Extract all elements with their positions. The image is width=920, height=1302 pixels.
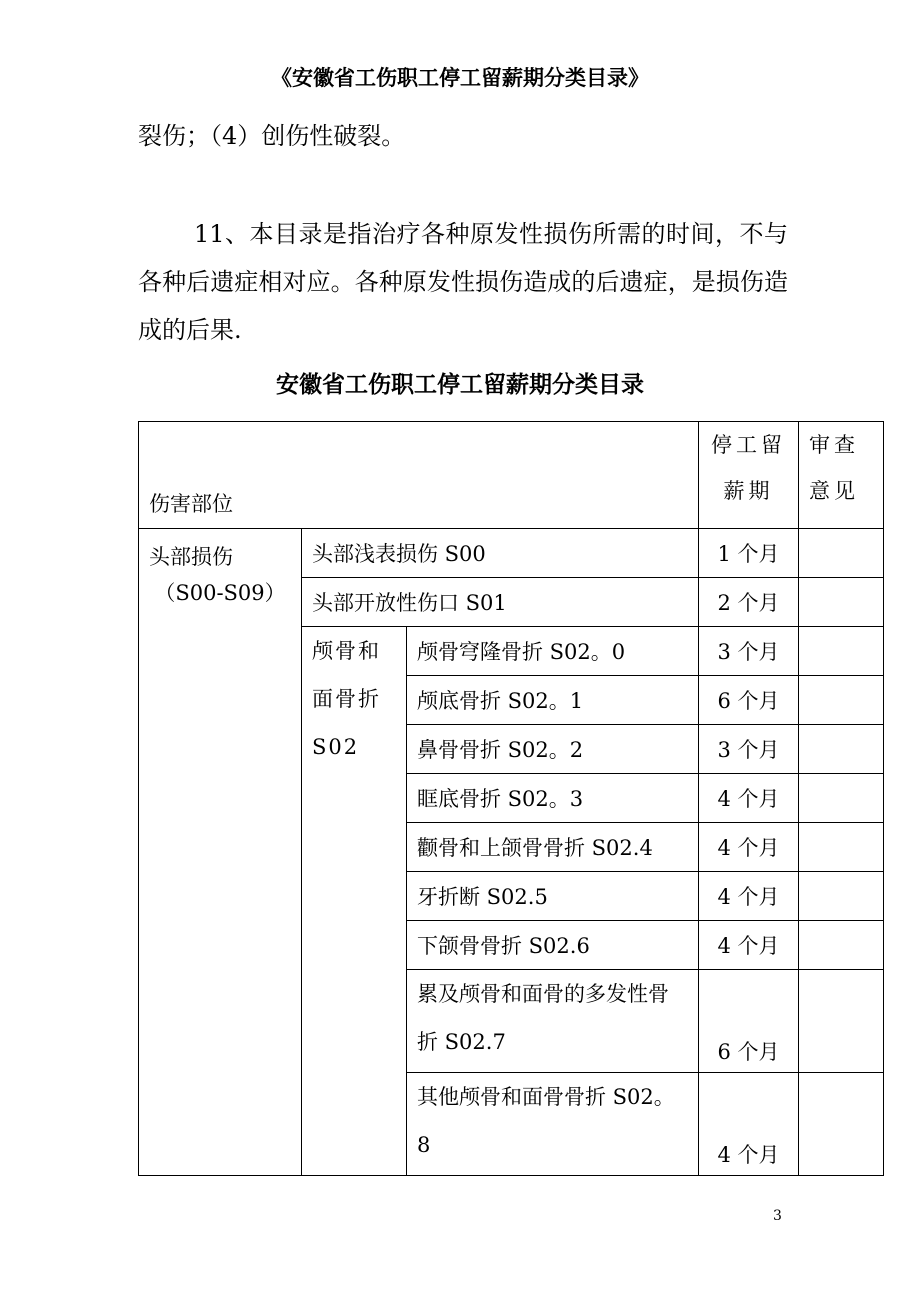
injury-name: 鼻骨骨折 S02。2 (407, 725, 699, 774)
table-title: 安徽省工伤职工停工留薪期分类目录 (276, 372, 644, 398)
injury-name: 头部开放性伤口 S01 (302, 578, 699, 627)
review-cell (799, 676, 884, 725)
leave-period: 2 个月 (699, 578, 799, 627)
leave-period: 6 个月 (699, 676, 799, 725)
injury-name: 颧骨和上颌骨骨折 S02.4 (407, 823, 699, 872)
leave-period: 3 个月 (699, 627, 799, 676)
running-header: 《安徽省工伤职工停工留薪期分类目录》 (271, 66, 649, 90)
leave-period: 4 个月 (699, 823, 799, 872)
site-cell-head (139, 529, 302, 1176)
injury-name: 颅底骨折 S02。1 (407, 676, 699, 725)
header-review-opinion: 审查意见 (799, 422, 884, 529)
review-cell (799, 823, 884, 872)
injury-name: 眶底骨折 S02。3 (407, 774, 699, 823)
site-code-range: （S00-S09） (154, 581, 286, 605)
leave-period: 6 个月 (699, 970, 799, 1073)
injury-name: 头部浅表损伤 S00 (302, 529, 699, 578)
site-label: 头部损伤 (149, 545, 233, 569)
header-leave-period: 停工留薪期 (699, 422, 799, 529)
leave-period: 4 个月 (699, 774, 799, 823)
review-cell (799, 725, 884, 774)
review-cell (799, 529, 884, 578)
leave-period: 4 个月 (699, 921, 799, 970)
page-number: 3 (773, 1208, 782, 1224)
table-header-row (139, 422, 884, 529)
injury-name: 牙折断 S02.5 (407, 872, 699, 921)
leave-period: 1 个月 (699, 529, 799, 578)
review-cell (799, 1073, 884, 1176)
review-cell (799, 627, 884, 676)
header-injury-site: 伤害部位 (139, 422, 699, 529)
paragraph-continuation: 裂伤；（4）创伤性破裂。 (138, 122, 406, 150)
group-skull-face-fracture: 颅骨和面骨折 S02 (302, 627, 407, 1176)
paragraph-note-11: 11、本目录是指治疗各种原发性损伤所需的时间，不与各种后遗症相对应。各种原发性损伤造成的后遗症，是损伤造成的后果. (138, 220, 788, 344)
injury-name: 下颌骨骨折 S02.6 (407, 921, 699, 970)
table-row (139, 529, 884, 578)
review-cell (799, 970, 884, 1073)
review-cell (799, 774, 884, 823)
injury-name: 颅骨穹隆骨折 S02。0 (407, 627, 699, 676)
review-cell (799, 578, 884, 627)
leave-period: 3 个月 (699, 725, 799, 774)
injury-catalog-table (138, 421, 884, 1176)
injury-name: 其他颅骨和面骨骨折 S02。8 (407, 1073, 699, 1176)
leave-period: 4 个月 (699, 1073, 799, 1176)
review-cell (799, 872, 884, 921)
injury-name: 累及颅骨和面骨的多发性骨折 S02.7 (407, 970, 699, 1073)
review-cell (799, 921, 884, 970)
leave-period: 4 个月 (699, 872, 799, 921)
